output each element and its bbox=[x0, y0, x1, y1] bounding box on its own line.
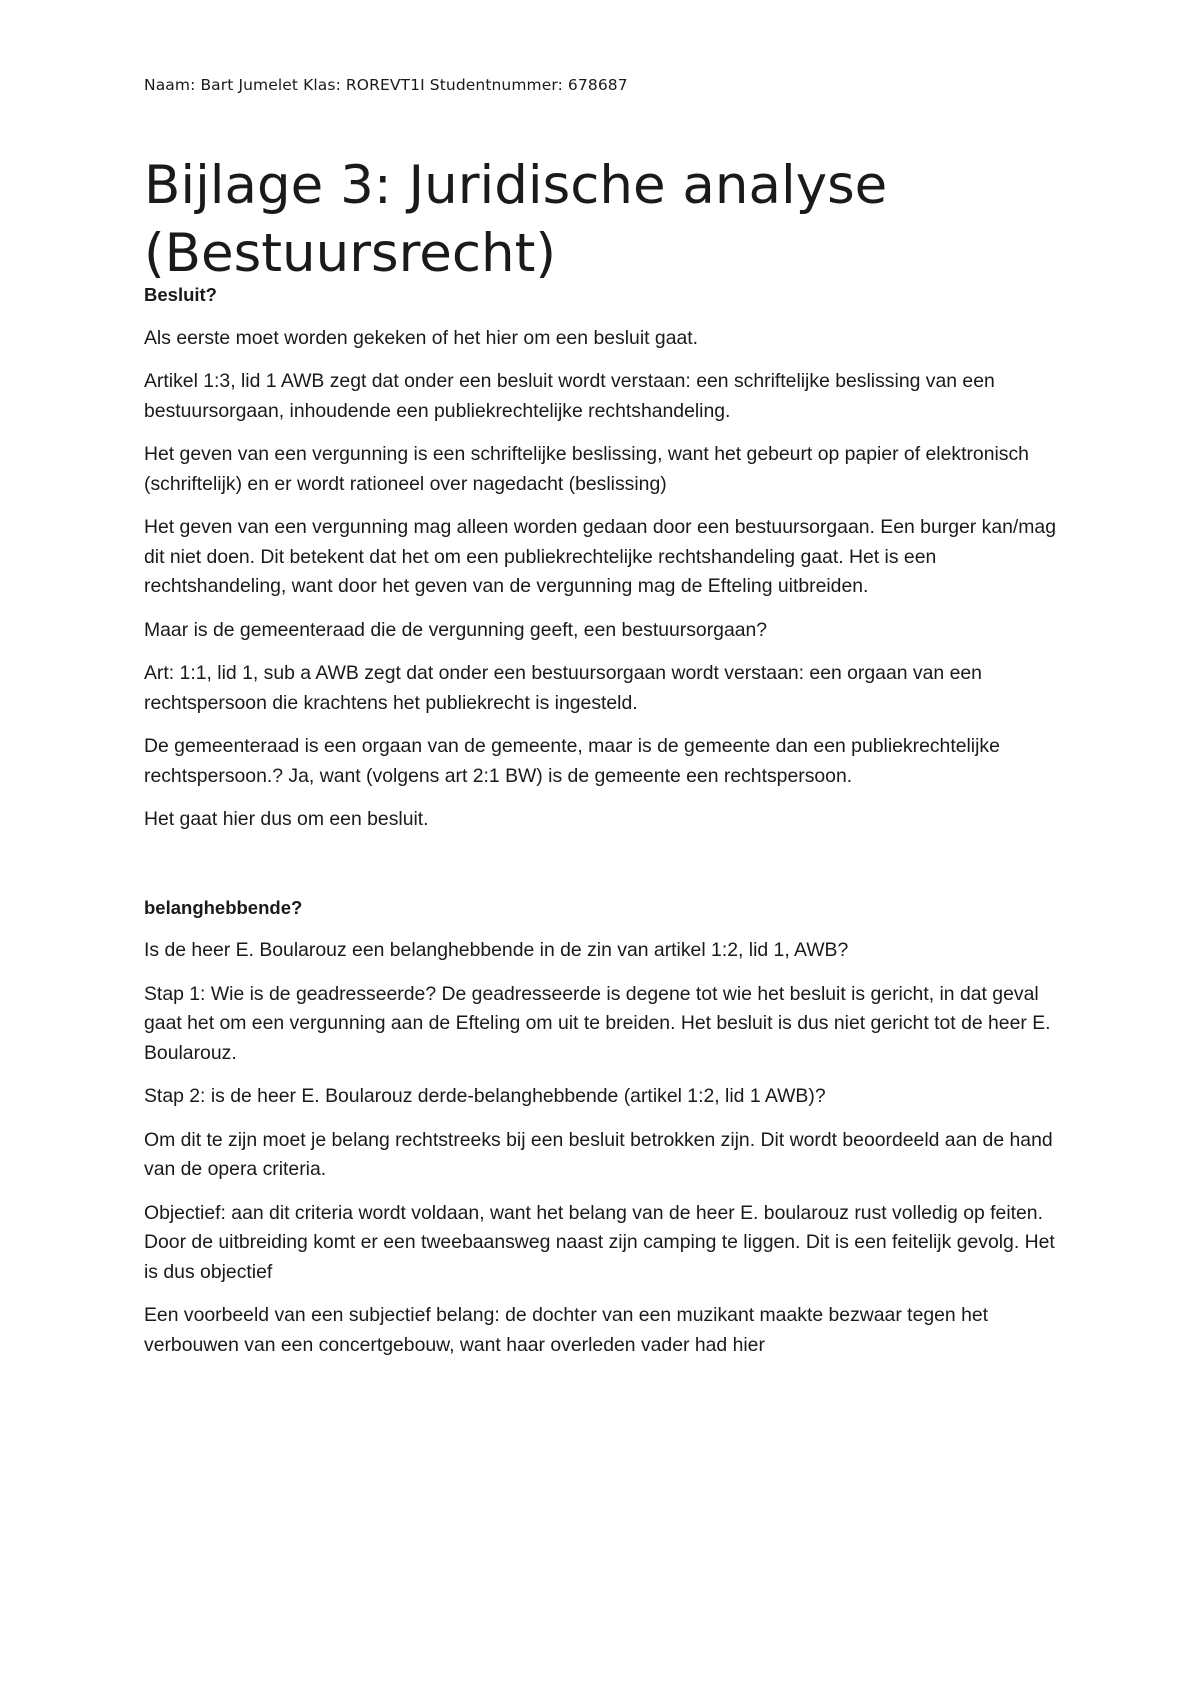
paragraph: Het geven van een vergunning is een schriftelijke beslissing, want het gebeurt op papier of elektronisch (schriftelijk) en er wordt rationeel over nagedacht (beslissing) bbox=[144, 443, 1029, 495]
document-title bbox=[144, 152, 887, 288]
paragraph: Het geven van een vergunning mag alleen worden gedaan door een bestuursorgaan. Een burger kan/mag dit niet doen. Dit betekent dat het om een publiekrechtelijke rechtshandeling gaat. Het is een rechtshandeling, want door het geven van de vergunning mag de Efteling uitbreiden. bbox=[144, 516, 1056, 597]
paragraph: Een voorbeeld van een subjectief belang: de dochter van een muzikant maakte bezwaar tegen het verbouwen van een concertgebouw, want haar overleden vader had hier bbox=[144, 1304, 989, 1356]
paragraph: Artikel 1:3, lid 1 AWB zegt dat onder een besluit wordt verstaan: een schriftelijke beslissing van een bestuursorgaan, inhoudende een publiekrechtelijke rechtshandeling. bbox=[144, 370, 995, 422]
paragraph: Om dit te zijn moet je belang rechtstreeks bij een besluit betrokken zijn. Dit wordt beoordeeld aan de hand van de opera criteria. bbox=[144, 1128, 1053, 1180]
paragraph: Maar is de gemeenteraad die de vergunning geeft, een bestuursorgaan? bbox=[144, 618, 768, 641]
title-line-2: (Bestuursrecht) bbox=[144, 223, 557, 284]
paragraph: Stap 1: Wie is de geadresseerde? De geadresseerde is degene tot wie het besluit is gericht, in dat geval gaat het om een vergunning aan de Efteling om uit te breiden. Het besluit is dus niet gericht tot de heer E. Boularouz. bbox=[144, 982, 1051, 1064]
section-heading-belanghebbende: belanghebbende? bbox=[144, 896, 303, 918]
title-line-1: Bijlage 3: Juridische analyse bbox=[144, 155, 888, 216]
paragraph: Objectief: aan dit criteria wordt voldaan, want het belang van de heer E. boularouz rust volledig op feiten. Door de uitbreiding komt er een tweebaansweg naast zijn camping te liggen. Dit is een feitelijk gevolg. Het is dus objectief bbox=[144, 1201, 1055, 1283]
paragraph: Art: 1:1, lid 1, sub a AWB zegt dat onder een bestuursorgaan wordt verstaan: een orgaan van een rechtspersoon die krachtens het publiekrecht is ingesteld. bbox=[144, 662, 982, 714]
paragraph: Stap 2: is de heer E. Boularouz derde-belanghebbende (artikel 1:2, lid 1 AWB)? bbox=[144, 1085, 826, 1107]
document-body bbox=[144, 280, 1074, 1374]
student-header: Naam: Bart Jumelet Klas: ROREVT1I Studentnummer: 678687 bbox=[144, 76, 628, 94]
section-spacer bbox=[144, 849, 1074, 893]
paragraph: Het gaat hier dus om een besluit. bbox=[144, 808, 429, 830]
section-heading-besluit: Besluit? bbox=[144, 284, 217, 305]
paragraph: De gemeenteraad is een orgaan van de gemeente, maar is de gemeente dan een publiekrechtelijke rechtspersoon.? Ja, want (volgens art 2:1 BW) is de gemeente een rechtspersoon. bbox=[144, 735, 1000, 787]
paragraph: Als eerste moet worden gekeken of het hier om een besluit gaat. bbox=[144, 326, 699, 349]
paragraph: Is de heer E. Boularouz een belanghebbende in de zin van artikel 1:2, lid 1, AWB? bbox=[144, 939, 849, 961]
